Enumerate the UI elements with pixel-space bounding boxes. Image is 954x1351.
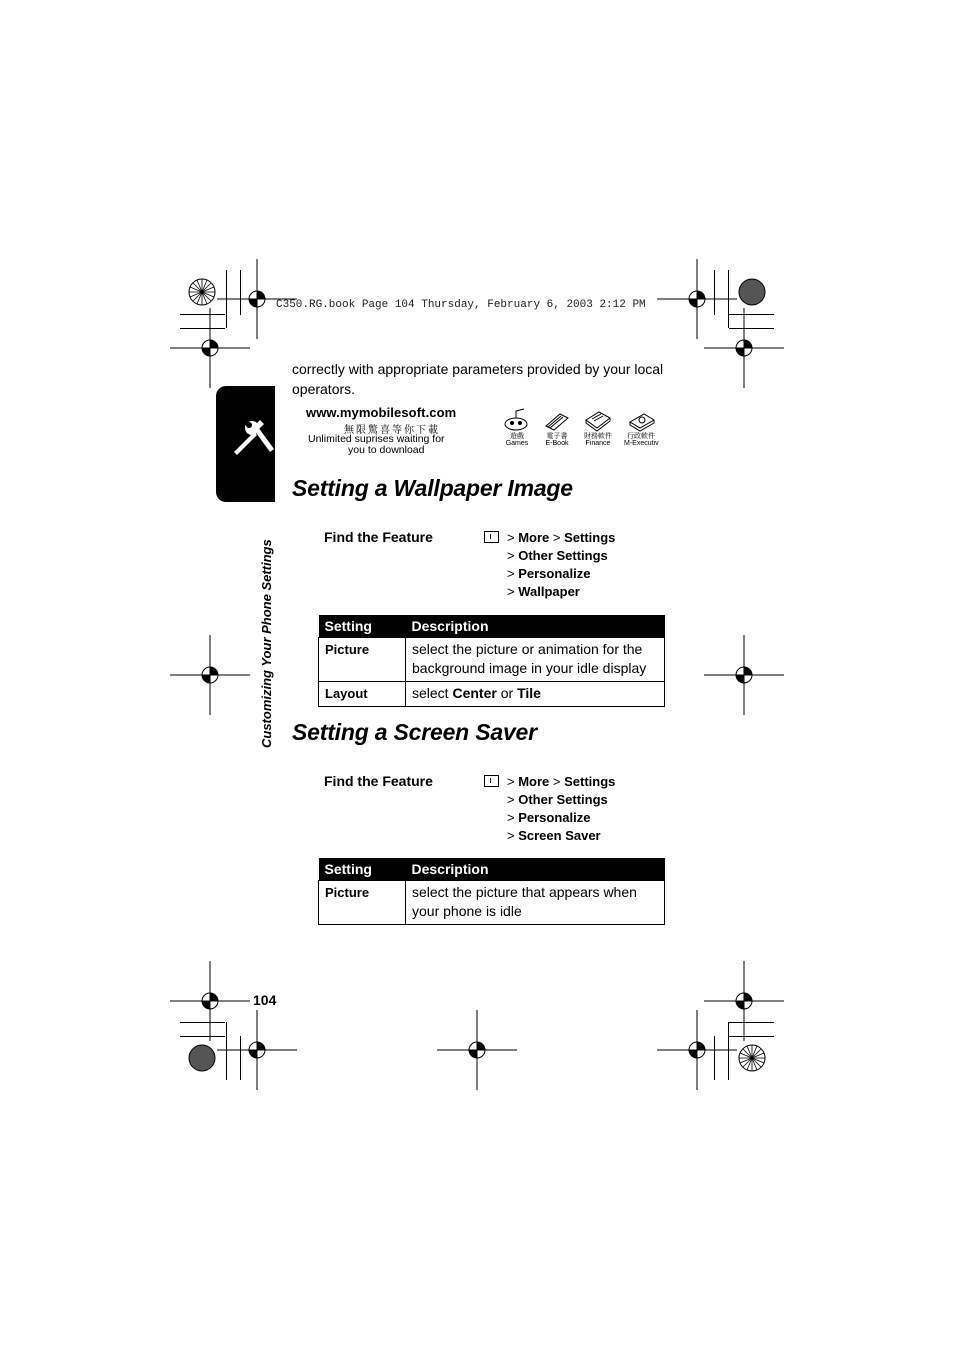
crosshair-target-icon — [170, 635, 250, 715]
settings-table-screen-saver — [318, 858, 665, 925]
setting-name: Layout — [319, 682, 406, 707]
table-row — [319, 682, 665, 707]
tools-icon — [216, 386, 275, 502]
setting-description: select Center or Tile — [406, 682, 665, 707]
promo-finance-cn: 財務軟件 — [584, 432, 612, 440]
option-tile: Tile — [517, 685, 541, 701]
registration-dot-icon — [737, 277, 767, 307]
path-other-settings: Other Settings — [518, 792, 608, 807]
table-row — [319, 881, 665, 925]
path-wallpaper: Wallpaper — [518, 584, 580, 599]
path-more: More — [518, 530, 550, 545]
intro-paragraph: correctly with appropriate parameters provided by your local operators. — [292, 361, 664, 397]
promo-games-en: Games — [505, 440, 529, 447]
menu-key-icon — [484, 531, 499, 543]
promo-line-1: Unlimited suprises waiting for — [308, 433, 445, 445]
side-label: Customizing Your Phone Settings — [259, 539, 274, 748]
promo-banner — [300, 405, 670, 457]
column-header-description: Description — [406, 615, 665, 638]
path-settings: Settings — [564, 530, 616, 545]
promo-finance — [581, 408, 615, 448]
path-more: More — [518, 774, 550, 789]
setting-description: select the picture or animation for the background image in your idle display — [406, 638, 665, 682]
column-header-setting: Setting — [319, 615, 406, 638]
column-header-setting: Setting — [319, 858, 406, 881]
promo-executive-cn: 行政軟件 — [627, 432, 655, 440]
section-title-screen-saver: Setting a Screen Saver — [292, 719, 537, 745]
promo-games — [500, 408, 534, 448]
crosshair-target-icon — [170, 308, 250, 388]
find-feature-label: Find the Feature — [324, 773, 433, 789]
feature-path-screen-saver: > More > Settings > Other Settings > Personalize > Screen Saver — [484, 773, 615, 845]
setting-name: Picture — [319, 638, 406, 682]
path-settings: Settings — [564, 774, 616, 789]
promo-games-cn: 遊戲 — [510, 432, 524, 440]
path-personalize: Personalize — [518, 810, 591, 825]
registration-sunburst-icon — [737, 1043, 767, 1073]
crosshair-target-icon — [657, 1010, 737, 1090]
option-center: Center — [452, 685, 497, 701]
feature-path-wallpaper: > More > Settings > Other Settings > Personalize > Wallpaper — [484, 529, 615, 601]
games-icon — [502, 408, 532, 432]
registration-sunburst-icon — [187, 277, 217, 307]
path-screen-saver: Screen Saver — [518, 828, 601, 843]
section-title-wallpaper: Setting a Wallpaper Image — [292, 475, 573, 501]
promo-ebook — [540, 408, 574, 448]
executive-icon — [626, 408, 656, 432]
crosshair-target-icon — [704, 308, 784, 388]
find-feature-label: Find the Feature — [324, 529, 433, 545]
registration-dot-icon — [187, 1043, 217, 1073]
finance-icon — [583, 408, 613, 432]
crosshair-target-icon — [217, 1010, 297, 1090]
promo-url[interactable]: www.mymobilesoft.com — [306, 405, 457, 420]
page-number: 104 — [253, 992, 277, 1008]
promo-line-2: you to download — [348, 444, 425, 456]
promo-executive — [624, 408, 658, 448]
menu-key-icon — [484, 775, 499, 787]
header-stamp: C350.RG.book Page 104 Thursday, February 6, 2003 2:12 PM — [276, 299, 646, 311]
crosshair-target-icon — [437, 1010, 517, 1090]
table-header-row — [319, 858, 665, 881]
table-row — [319, 638, 665, 682]
table-header-row — [319, 615, 665, 638]
setting-description: select the picture that appears when your phone is idle — [406, 881, 665, 925]
column-header-description: Description — [406, 858, 665, 881]
settings-table-wallpaper — [318, 615, 665, 707]
setting-name: Picture — [319, 881, 406, 925]
path-personalize: Personalize — [518, 566, 591, 581]
promo-ebook-en: E-Book — [545, 440, 569, 447]
promo-chinese-text: 無限驚喜等你下載 — [344, 425, 440, 436]
promo-executive-en: M-Executiv — [624, 440, 659, 447]
promo-finance-en: Finance — [585, 440, 611, 447]
side-tab — [216, 386, 275, 502]
promo-ebook-cn: 電子書 — [546, 432, 568, 440]
ebook-icon — [542, 408, 572, 432]
path-other-settings: Other Settings — [518, 548, 608, 563]
crosshair-target-icon — [704, 635, 784, 715]
